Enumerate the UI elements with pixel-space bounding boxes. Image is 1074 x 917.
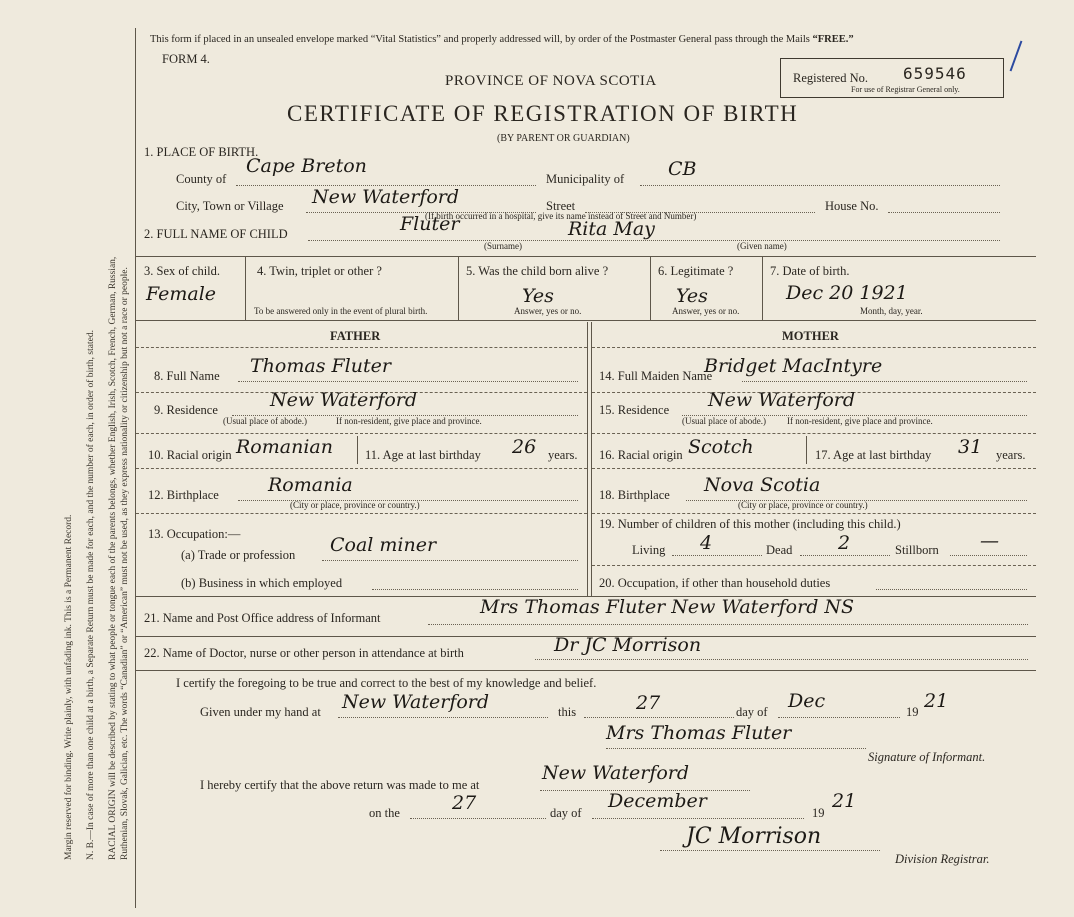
hospital-note: (If birth occurred in a hospital, give its name instead of Street and Number) [425, 211, 697, 221]
father-birthplace-caption: (City or place, province or country.) [290, 500, 420, 510]
registrar-place: New Waterford [542, 762, 690, 784]
registrar-day-of-label: day of [550, 806, 582, 820]
father-racial: Romanian [236, 436, 333, 458]
dob-value: Dec 20 1921 [786, 282, 908, 304]
county-label: County of [176, 172, 227, 186]
informant-signature: Mrs Thomas Fluter [606, 722, 792, 744]
father-name-label: 8. Full Name [154, 369, 220, 383]
registrar-year-suffix: 21 [832, 790, 857, 812]
dob-label: 7. Date of birth. [770, 264, 850, 278]
mother-racial: Scotch [688, 436, 754, 458]
municipality-value: CB [668, 158, 697, 180]
legitimate-caption: Answer, yes or no. [672, 306, 740, 316]
child-name-label: 2. FULL NAME OF CHILD [144, 227, 288, 241]
mother-age-unit: years. [996, 448, 1026, 462]
dead-label: Dead [766, 543, 793, 557]
registrar-month: December [608, 790, 707, 812]
informant-label: 21. Name and Post Office address of Informant [144, 611, 381, 625]
mother-age: 31 [958, 436, 983, 458]
mother-name-label: 14. Full Maiden Name [599, 369, 713, 383]
mother-name: Bridget MacIntyre [704, 355, 883, 377]
mail-notice-prefix: This form if placed in an unsealed envelope marked [150, 34, 369, 45]
place-of-birth-label: 1. PLACE OF BIRTH. [144, 145, 259, 159]
father-age: 26 [512, 436, 537, 458]
father-trade-label: (a) Trade or profession [181, 548, 296, 562]
county-value: Cape Breton [246, 155, 367, 177]
registered-number: 659546 [903, 64, 967, 83]
given-day: 27 [636, 692, 661, 714]
mother-birthplace-caption: (City or place, province or country.) [738, 500, 868, 510]
father-racial-label: 10. Racial origin [148, 448, 232, 462]
city-value: New Waterford [312, 186, 460, 208]
alive-label: 5. Was the child born alive ? [466, 264, 609, 278]
sex-value: Female [146, 283, 217, 305]
street-label: Street [546, 199, 576, 213]
mail-notice-quote: “Vital Statistics” [370, 34, 441, 45]
father-residence-note: If non-resident, give place and province. [336, 416, 482, 426]
certificate-subtitle: (BY PARENT OR GUARDIAN) [497, 133, 630, 144]
father-residence-label: 9. Residence [154, 403, 218, 417]
form-number: FORM 4. [162, 52, 210, 66]
father-birthplace: Romania [268, 474, 353, 496]
mother-birthplace-label: 18. Birthplace [599, 488, 670, 502]
registrar-day: 27 [452, 792, 477, 814]
surname-caption: (Surname) [484, 241, 522, 251]
mother-birthplace: Nova Scotia [704, 474, 821, 496]
doctor-value: Dr JC Morrison [554, 634, 702, 656]
municipality-label: Municipality of [546, 172, 625, 186]
given-place: New Waterford [342, 691, 490, 713]
registrar-signature: JC Morrison [686, 824, 822, 849]
mother-residence: New Waterford [708, 389, 856, 411]
father-header: FATHER [330, 329, 381, 343]
registrar-caption: Division Registrar. [895, 852, 990, 866]
mother-residence-note: If non-resident, give place and province. [787, 416, 933, 426]
certificate-title: CERTIFICATE OF REGISTRATION OF BIRTH [287, 101, 799, 126]
father-occupation-label: 13. Occupation:— [148, 527, 241, 541]
father-residence-caption: (Usual place of abode.) [223, 416, 307, 426]
twin-note: To be answered only in the event of plural birth. [254, 306, 428, 316]
alive-value: Yes [522, 285, 554, 307]
margin-note-2: N. B.—In case of more than one child at a birth, a Separate Return must be made for each, and the number of each, in order of birth, stated. [86, 330, 96, 860]
mother-residence-caption: (Usual place of abode.) [682, 416, 766, 426]
mail-notice-mid: and properly addressed will, by order of the Postmaster General pass through the Mails [443, 34, 810, 45]
given-name-caption: (Given name) [737, 241, 787, 251]
registrar-year-prefix: 19 [812, 806, 825, 820]
blue-pencil-mark [1010, 41, 1023, 72]
registered-number-note: For use of Registrar General only. [851, 85, 960, 94]
informant-value: Mrs Thomas Fluter New Waterford NS [480, 596, 855, 618]
mail-notice-free: “FREE.” [812, 34, 854, 45]
father-age-unit: years. [548, 448, 578, 462]
living-count: 4 [700, 532, 713, 554]
father-trade: Coal miner [330, 534, 437, 556]
legitimate-value: Yes [676, 285, 708, 307]
mother-occupation-label: 20. Occupation, if other than household duties [599, 576, 831, 590]
registrar-certify-text: I hereby certify that the above return was made to me at [200, 778, 480, 792]
informant-signature-caption: Signature of Informant. [868, 750, 986, 764]
mother-racial-label: 16. Racial origin [599, 448, 683, 462]
margin-note-3: RACIAL ORIGIN will be described by stating to what people or tongue each of the parents belongs, whether English, Irish, Scotch, French, German, Russian, [108, 256, 118, 860]
alive-caption: Answer, yes or no. [514, 306, 582, 316]
father-residence: New Waterford [270, 389, 418, 411]
sex-label: 3. Sex of child. [144, 264, 221, 278]
father-birthplace-label: 12. Birthplace [148, 488, 219, 502]
child-surname: Fluter [400, 213, 460, 235]
margin-note-1: Margin reserved for binding. Write plainly, with unfading ink. This is a Permanent Record. [64, 514, 74, 860]
stillborn-label: Stillborn [895, 543, 939, 557]
mother-residence-label: 15. Residence [599, 403, 670, 417]
mother-header: MOTHER [782, 329, 839, 343]
certify-text: I certify the foregoing to be true and correct to the best of my knowledge and belief. [176, 676, 597, 690]
given-year-suffix: 21 [924, 690, 949, 712]
mother-age-label: 17. Age at last birthday [815, 448, 932, 462]
registrar-on-the-label: on the [369, 806, 400, 820]
dead-count: 2 [838, 532, 851, 554]
house-number-label: House No. [825, 199, 879, 213]
doctor-label: 22. Name of Doctor, nurse or other person in attendance at birth [144, 646, 464, 660]
dob-caption: Month, day, year. [860, 306, 923, 316]
given-day-of-label: day of [736, 705, 768, 719]
stillborn-count: — [980, 530, 999, 552]
city-label: City, Town or Village [176, 199, 284, 213]
given-under-label: Given under my hand at [200, 705, 321, 719]
registered-number-label: Registered No. [793, 71, 868, 85]
given-year-prefix: 19 [906, 705, 919, 719]
given-month: Dec [788, 690, 826, 712]
this-label: this [558, 705, 577, 719]
registered-number-box [780, 58, 1004, 98]
province-title: PROVINCE OF NOVA SCOTIA [445, 73, 657, 89]
father-name: Thomas Fluter [250, 355, 391, 377]
father-business-label: (b) Business in which employed [181, 576, 343, 590]
twin-label: 4. Twin, triplet or other ? [257, 264, 382, 278]
living-label: Living [632, 543, 666, 557]
child-given-name: Rita May [568, 218, 655, 240]
mail-notice [150, 34, 854, 45]
mother-children-label: 19. Number of children of this mother (including this child.) [599, 517, 901, 531]
margin-note-4: Ruthenian, Slovak, Galician, etc. The words “Canadian” or “American” must not be used, as they express nationality or citizenship but not a race or people. [120, 267, 130, 860]
father-age-label: 11. Age at last birthday [365, 448, 481, 462]
legitimate-label: 6. Legitimate ? [658, 264, 734, 278]
